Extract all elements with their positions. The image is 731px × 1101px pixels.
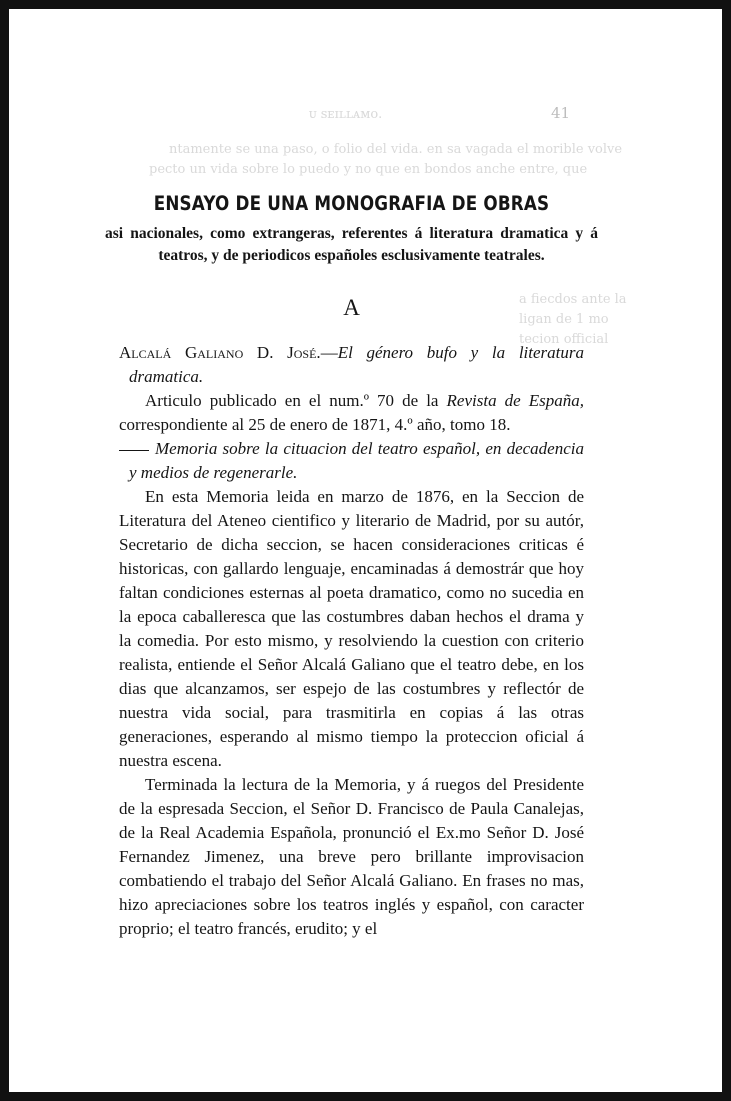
page-title: ENSAYO DE UNA MONOGRAFIA DE OBRAS	[153, 192, 550, 215]
subtitle: asi nacionales, como extrangeras, referentes á literatura dramatica y á teatros, y de periodicos españoles esclusivamente teatrales.	[105, 225, 598, 264]
show-through-text: ntamente se una paso, o folio del vida. en sa vagada el morible volve	[169, 142, 623, 157]
entry-dash: —	[320, 343, 338, 362]
page	[9, 9, 722, 1092]
bibliography-entry	[119, 437, 584, 485]
show-through-text: tecion official	[519, 332, 609, 347]
description-text: Articulo publicado en el num.º 70 de la	[145, 391, 447, 410]
page-number: 41	[551, 104, 571, 122]
ditto-rule	[119, 450, 149, 451]
entry-work-title: Memoria sobre la cituacion del teatro español, en decadencia y medios de regenerarle.	[129, 439, 584, 482]
show-through-text: ᴜ ꜱᴇɪʟʟᴀᴍᴏ.	[309, 107, 383, 122]
show-through-text: ligan de 1 mo	[519, 312, 609, 327]
entry-author: Alcalá Galiano D. José.	[119, 343, 321, 362]
bibliography-entry	[119, 341, 584, 389]
entry-description	[119, 389, 584, 437]
show-through-text: pecto un vida sobre lo puedo y no que en bondos anche entre, que	[149, 162, 588, 177]
show-through-text: a fiecdos ante la	[519, 292, 627, 307]
journal-title: Revista de España,	[446, 391, 584, 410]
entry-work-title: El género bufo y la literatura dramatica.	[129, 343, 584, 386]
section-letter: A	[343, 295, 360, 320]
entry-description: En esta Memoria leida en marzo de 1876, en la Seccion de Literatura del Ateneo cientifico y literario de Madrid, por su autór, Secretario de dicha seccion, se hacen consideraciones criticas é historicas, con gallardo lenguaje, encaminadas á demostrár que hoy faltan condiciones esternas al poeta dramatico, como no sucedia en la epoca caballeresca que las costumbres daban hechos el drama y la comedia. Por esto mismo, y resolviendo la cuestion con criterio realista, entiende el Señor Alcalá Galiano que el teatro debe, en los dias que alcanzamos, ser espejo de las costumbres y reflectór de nuestra vida social, para trasmitirla en copias á las otras generaciones, esperando al mismo tiempo la proteccion oficial á nuestra escena.	[119, 487, 584, 770]
entry-description: Terminada la lectura de la Memoria, y á ruegos del Presidente de la espresada Seccion, el Señor D. Francisco de Paula Canalejas, de la Real Academia Española, pronunció el Ex.mo Señor D. José Fernandez Jimenez, una breve pero brillante improvisacion combatiendo el trabajo del Señor Alcalá Galiano. En frases no mas, hizo apreciaciones sobre los teatros inglés y español, con caracter proprio; el teatro francés, erudito; y el	[119, 775, 584, 938]
document-body	[105, 192, 598, 941]
description-text: correspondiente al 25 de enero de 1871, 4.º año, tomo 18.	[119, 415, 511, 434]
